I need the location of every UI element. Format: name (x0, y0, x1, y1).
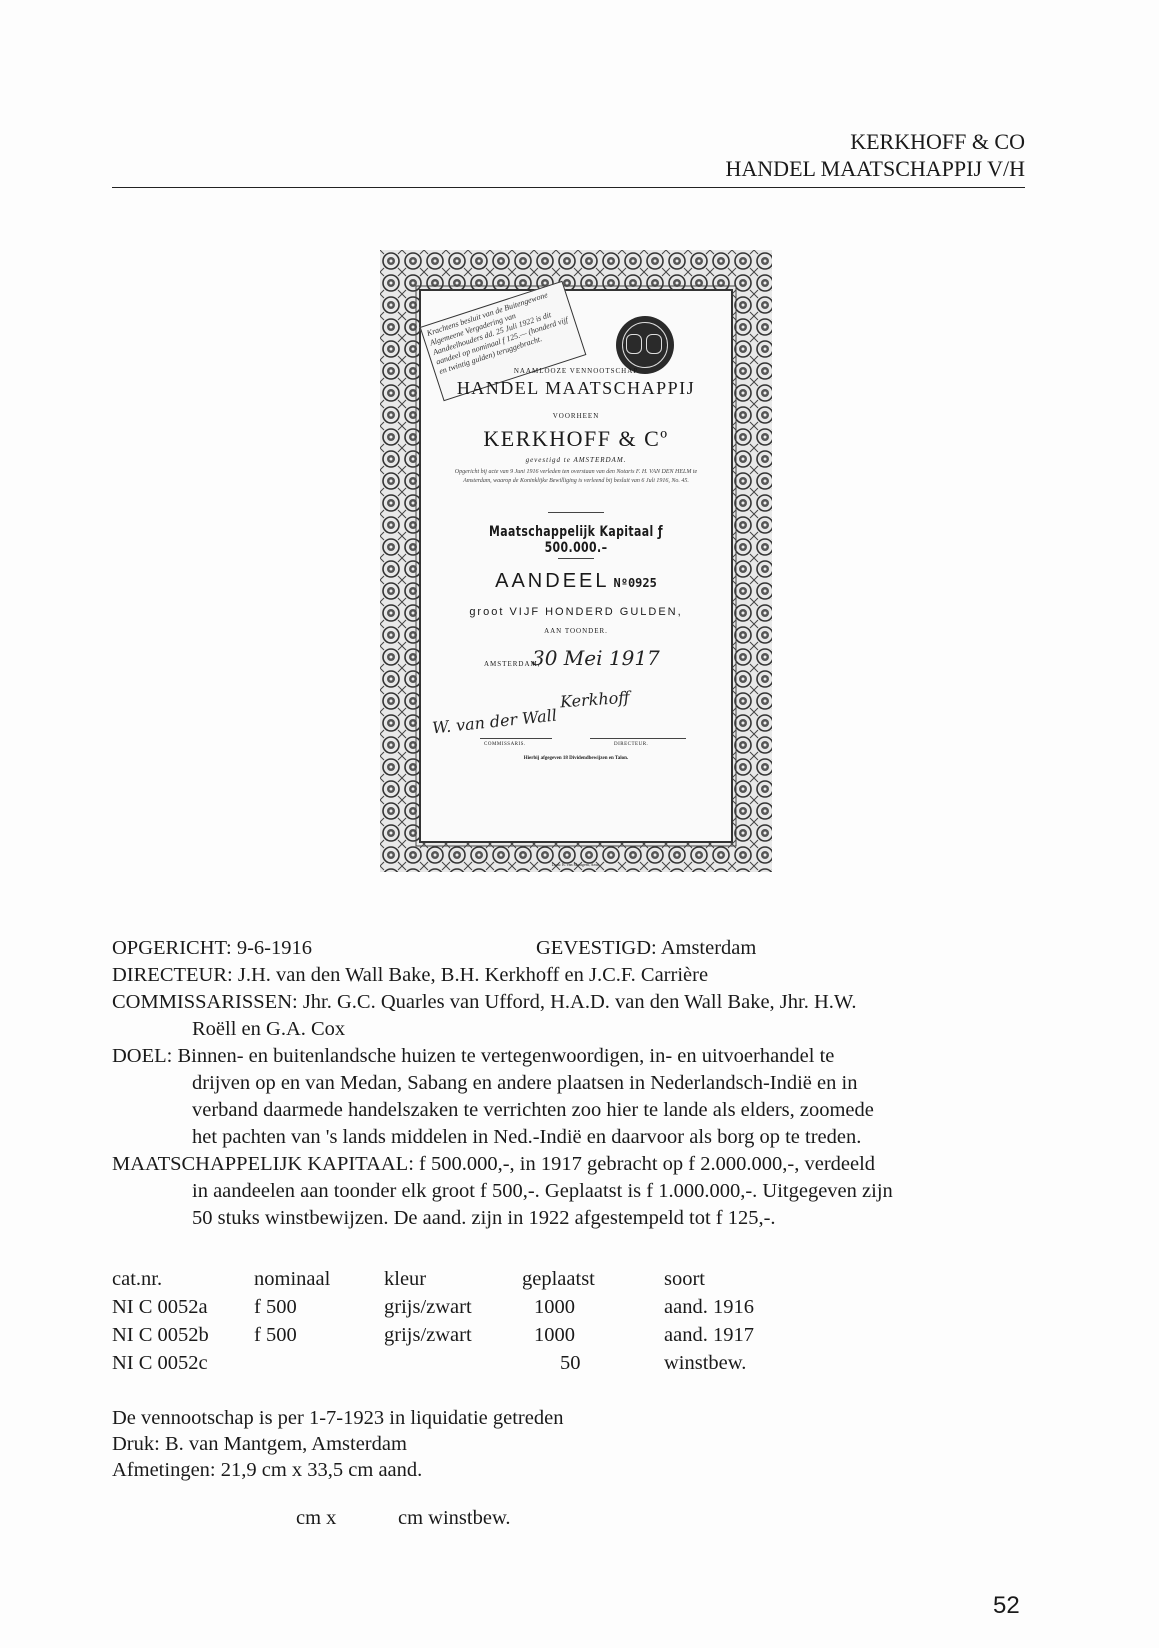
dimensions: Afmetingen: 21,9 cm x 33,5 cm aand. (112, 1459, 423, 1481)
purpose-cont: het pachten van 's lands middelen in Ned.-Indië en daarvoor als borg op te treden. (192, 1126, 862, 1148)
table-cell: winstbew. (664, 1352, 747, 1374)
capital: MAATSCHAPPELIJK KAPITAAL: f 500.000,-, in 1917 gebracht op f 2.000.000,-, verdeeld (112, 1153, 876, 1175)
divider (548, 512, 604, 513)
share-number: Nº0925 (613, 576, 657, 590)
table-row (112, 1294, 804, 1322)
table-row (112, 1322, 804, 1350)
column-header: soort (664, 1268, 705, 1290)
table-cell: NI C 0052c (112, 1352, 208, 1374)
page-header (726, 128, 1025, 182)
table-cell (384, 1350, 522, 1378)
seat-location: GEVESTIGD: Amsterdam (536, 937, 757, 959)
share-title-line (424, 570, 728, 593)
capital-cont: in aandeelen aan toonder elk groot f 500,-. Geplaatst is f 1.000.000,-. Uitgegeven zijn (192, 1180, 893, 1202)
company-details (112, 935, 1032, 1232)
company-name: HANDEL MAATSCHAPPIJ (456, 378, 696, 398)
denomination: groot VIJF HONDERD GULDEN, (469, 606, 683, 618)
liquidation-note: De vennootschap is per 1-7-1923 in liquidatie getreden (112, 1407, 564, 1429)
purpose: DOEL: Binnen- en buitenlandsche huizen te vertegenwoordigen, in- en uitvoerhandel te (112, 1045, 835, 1067)
bearer: AAN TOONDER. (544, 627, 608, 635)
table-cell: grijs/zwart (384, 1296, 472, 1318)
purpose-cont: drijven op en van Medan, Sabang en andere plaatsen in Nederlandsch-Indië en in (192, 1072, 858, 1094)
directors: DIRECTEUR: J.H. van den Wall Bake, B.H. Kerkhoff en J.C.F. Carrière (112, 964, 709, 986)
printer-note: Druk: B. van Mantgem, Amsterdam (112, 1433, 407, 1455)
table-cell: NI C 0052a (112, 1296, 208, 1318)
voorheen: VOORHEEN (552, 412, 600, 420)
page-number: 52 (993, 1592, 1020, 1619)
table-cell: 1000 (534, 1296, 575, 1318)
role-commissaris: COMMISSARIS. (484, 742, 526, 747)
divider (558, 558, 594, 559)
table-cell: aand. 1916 (664, 1296, 754, 1318)
commissioners-cont: Roëll en G.A. Cox (192, 1018, 346, 1040)
footer-notes (112, 1405, 563, 1483)
catalog-table (112, 1266, 804, 1378)
deed-text: Opgericht bij acte van 9 Juni 1916 verleden ten overstaan van den Notaris F. H. VAN DEN HELM te Amsterdam, waarop de Koninklijke Bewilliging is verleend bij besluit van 6 Juli 1916, No. 45. (454, 469, 698, 484)
table-cell: 50 (560, 1352, 581, 1374)
printer-note: Druk: B. van Mantgem, Amst. (551, 862, 601, 867)
column-header: nominaal (254, 1268, 331, 1290)
firm-name: KERKHOFF & Cº (483, 426, 669, 451)
table-row (112, 1350, 804, 1378)
company-type: NAAMLOOZE VENNOOTSCHAP (513, 367, 639, 375)
role-directeur: DIRECTEUR. (614, 742, 649, 747)
purpose-cont: verband daarmede handelszaken te verrichten zoo hier te lande als elders, zoomede (192, 1099, 874, 1121)
table-cell: aand. 1917 (664, 1324, 754, 1346)
column-header: cat.nr. (112, 1268, 163, 1290)
header-subtitle: HANDEL MAATSCHAPPIJ V/H (725, 156, 1025, 181)
table-cell: f 500 (254, 1296, 297, 1318)
signature-line (480, 738, 552, 739)
dimensions-cm-x: cm x (296, 1507, 337, 1529)
reduction-stamp: Krachtens besluit van de Buitengewone Algemeene Vergadering van Aandeelhouders dd. 25 Juli 1922 is dit aandeel op nominaal f 125.— (honderd vijf en twintig gulden) teruggebracht. (420, 281, 587, 402)
signature-line (590, 738, 686, 739)
place: AMSTERDAM, (484, 660, 541, 668)
table-cell: 1000 (534, 1324, 575, 1346)
signature-director: Kerkhoff (559, 687, 631, 712)
share-certificate-image (380, 250, 772, 872)
table-cell: f 500 (254, 1324, 297, 1346)
table-cell (254, 1350, 384, 1378)
seat: gevestigd te AMSTERDAM. (525, 456, 627, 464)
share-label: AANDEEL (495, 570, 610, 592)
table-header-row (112, 1266, 804, 1294)
header-company: KERKHOFF & CO (850, 129, 1025, 154)
table-cell: NI C 0052b (112, 1324, 209, 1346)
company-seal-icon (616, 316, 674, 374)
commissioners: COMMISSARISSEN: Jhr. G.C. Quarles van Ufford, H.A.D. van den Wall Bake, Jhr. H.W. (112, 991, 857, 1013)
dimensions-winstbew: cm winstbew. (398, 1507, 511, 1529)
capital-line: Maatschappelijk Kapitaal ƒ 500.000.– (488, 524, 664, 556)
column-header: geplaatst (522, 1268, 595, 1290)
column-header: kleur (384, 1268, 427, 1290)
header-rule (112, 187, 1025, 188)
table-cell: grijs/zwart (384, 1324, 472, 1346)
handwritten-date: 30 Mei 1917 (532, 646, 660, 670)
signature-commissaris: W. van der Wall (431, 705, 558, 738)
coupons-note: Hierbij afgegeven 18 Dividendbewijzen en Talon. (523, 756, 629, 761)
capital-cont: 50 stuks winstbewijzen. De aand. zijn in 1922 afgestempeld tot f 125,-. (192, 1207, 776, 1229)
founded: OPGERICHT: 9-6-1916 (112, 937, 312, 959)
